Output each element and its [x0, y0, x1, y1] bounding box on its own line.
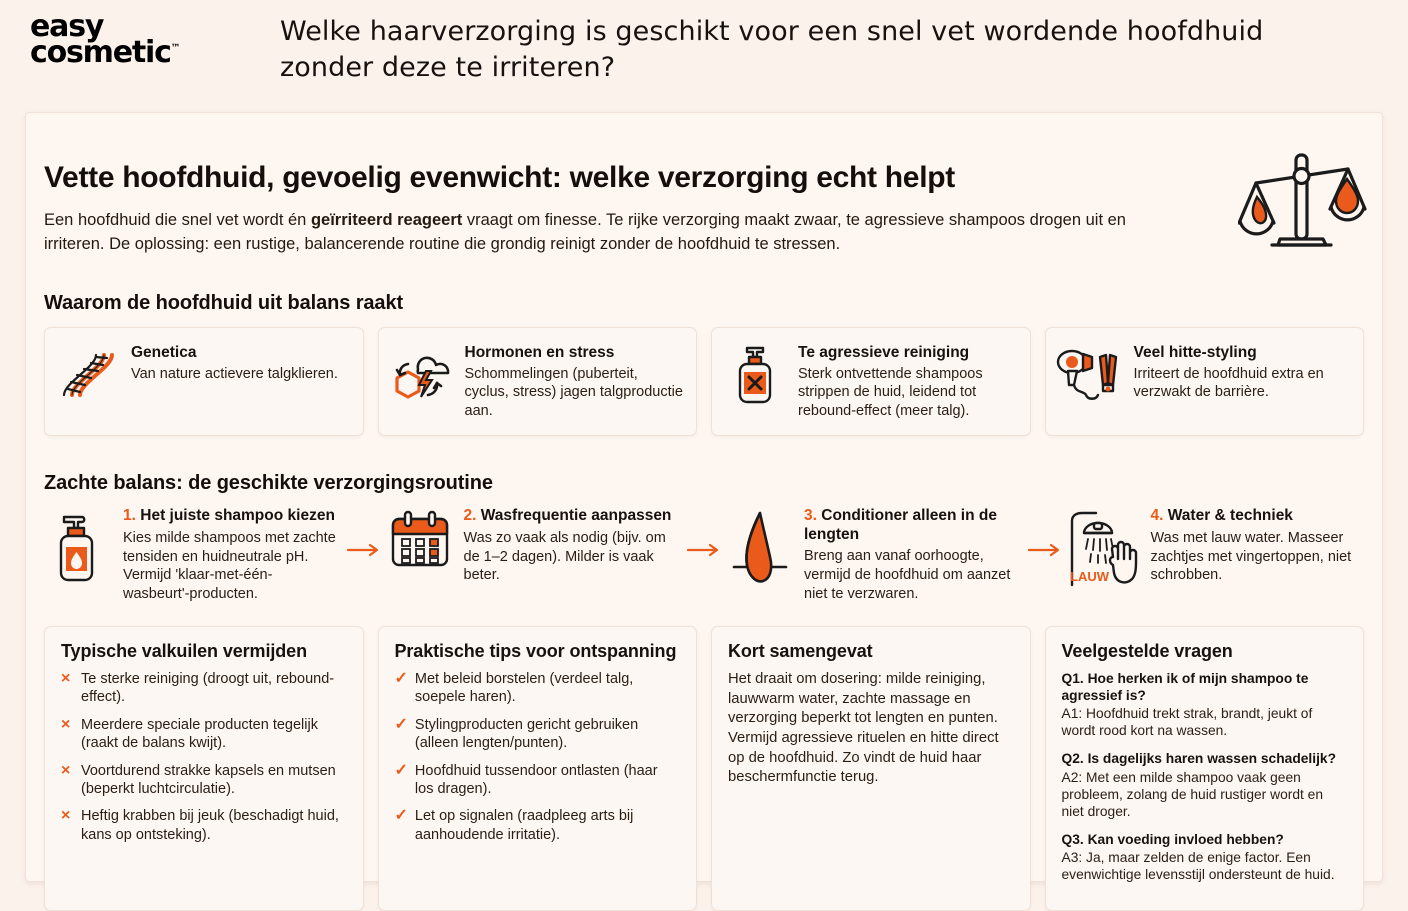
brand-line-1: easy	[30, 9, 104, 44]
list-item	[61, 762, 347, 799]
list-item	[395, 670, 681, 707]
list-item	[61, 716, 347, 753]
pump-bottle-icon	[44, 507, 114, 595]
routine-step-2	[385, 507, 684, 595]
list-item	[395, 807, 681, 844]
check-icon: ✓	[394, 761, 408, 779]
pitfalls-card	[44, 626, 364, 911]
routine-step-1	[44, 507, 343, 604]
dna-icon	[55, 342, 121, 408]
cause-text-block	[131, 342, 351, 383]
routine-step-text	[123, 507, 339, 604]
hero-intro-bold: geïrriteerd reageert	[310, 210, 463, 229]
cause-title: Veel hitte-styling	[1133, 343, 1257, 361]
routine-steps	[44, 507, 1364, 604]
hero-intro	[44, 208, 1164, 256]
routine-step-label: Conditioner alleen in de lengten	[804, 507, 997, 543]
cause-title: Genetica	[131, 343, 197, 361]
check-icon: ✓	[394, 715, 408, 733]
brand-wordmark	[30, 9, 181, 70]
routine-step-desc: Kies milde shampoos met zachte tensiden en huidneutrale pH. Vermijd 'klaar-met-één-wasbeurt'-producten.	[123, 529, 336, 603]
list-item-text: Meerdere speciale producten tegelijk (raakt de balans kwijt).	[81, 716, 318, 752]
routine-step-label: Het juiste shampoo kiezen	[140, 507, 335, 525]
faq-item	[1062, 831, 1348, 883]
calendar-icon	[385, 507, 455, 595]
routine-step-title	[804, 507, 1020, 544]
brand-line-2: cosmetic	[30, 34, 171, 70]
causes-card-grid	[44, 327, 1364, 436]
summary-card	[711, 626, 1031, 911]
routine-step-label: Wasfrequentie aanpassen	[480, 507, 672, 525]
list-item	[61, 670, 347, 707]
shampoo-bottle-x-icon	[722, 342, 788, 408]
faq-item	[1062, 750, 1348, 819]
faq-answer: A3: Ja, maar zelden de enige factor. Een evenwichtige levensstijl ondersteunt de huid.	[1061, 849, 1335, 882]
routine-step-desc: Was zo vaak als nodig (bijv. om de 1–2 dagen). Milder is vaak beter.	[463, 529, 666, 584]
routine-step-title	[123, 507, 339, 526]
cross-icon: ×	[61, 670, 71, 688]
routine-step-number: 2.	[463, 507, 477, 525]
check-icon: ✓	[394, 807, 408, 825]
routine-step-text	[464, 507, 680, 585]
causes-heading: Waarom de hoofdhuid uit balans raakt	[44, 291, 404, 314]
hero-title: Vette hoofdhuid, gevoelig evenwicht: welke verzorging echt helpt	[44, 161, 955, 194]
list-item-text: Hoofdhuid tussendoor ontlasten (haar los dragen).	[414, 762, 658, 798]
list-item-text: Te sterke reiniging (droogt uit, rebound-effect).	[81, 671, 335, 706]
arrow-right-icon	[683, 507, 725, 557]
pitfalls-title: Typische valkuilen vermijden	[61, 641, 307, 662]
list-item-text: Met beleid borstelen (verdeel talg, soepele haren).	[414, 671, 634, 706]
cause-card-hitte	[1045, 327, 1365, 436]
list-item	[395, 716, 681, 753]
content-sheet	[25, 112, 1383, 882]
pitfalls-list	[61, 670, 347, 844]
faq-question: Q2. Is dagelijks haren wassen schadelijk?	[1061, 751, 1337, 767]
routine-step-text	[804, 507, 1020, 604]
cause-text-block	[465, 342, 685, 421]
shower-hand-icon	[1066, 507, 1142, 595]
cause-desc: Schommelingen (puberteit, cyclus, stress) jagen talgproductie aan.	[464, 365, 683, 420]
list-item-text: Stylingproducten gericht gebruiken (alleen lengten/punten).	[414, 716, 639, 752]
cause-card-reiniging	[711, 327, 1031, 436]
routine-step-3	[725, 507, 1024, 604]
routine-step-desc: Breng aan vanaf oorhoogte, vermijd de hoofdhuid om aanzet niet te verzwaren.	[804, 548, 1011, 602]
cross-icon: ×	[61, 807, 71, 825]
faq-answer: A2: Met een milde shampoo vaak geen probleem, zolang de huid rustiger wordt en niet droger.	[1061, 769, 1324, 819]
cause-desc: Sterk ontvettende shampoos strippen de huid, leidend tot rebound-effect (meer talg).	[798, 365, 983, 420]
brand-logo	[0, 9, 280, 70]
hormone-cloud-icon	[389, 342, 455, 408]
hairdryer-straightener-icon	[1056, 342, 1124, 408]
trademark-symbol: ™	[170, 42, 181, 54]
cause-desc: Van nature actievere talgklieren.	[131, 365, 338, 382]
tips-card	[378, 626, 698, 911]
cause-desc: Irriteert de hoofdhuid extra en verzwakt de barrière.	[1133, 365, 1324, 401]
cross-icon: ×	[61, 715, 71, 733]
bottom-card-grid	[44, 626, 1364, 911]
hero-intro-after: vraagt om finesse. Te rijke verzorging maakt zwaar, te agressieve shampoos drogen uit en irriteren. De oplossing: een rustige, balancerende routine die grondig reinigt zonder de hoofdhuid te stressen.	[44, 210, 1126, 253]
hero-block	[44, 161, 1364, 256]
cause-text-block	[1134, 342, 1352, 402]
faq-card	[1045, 626, 1365, 911]
routine-heading: Zachte balans: de geschikte verzorgingsroutine	[44, 472, 493, 495]
routine-step-4	[1066, 507, 1365, 595]
balance-scale-icon	[1238, 145, 1368, 255]
routine-step-number: 1.	[123, 507, 136, 525]
list-item	[61, 807, 347, 844]
routine-step-title	[464, 507, 680, 526]
routine-step-text	[1151, 507, 1361, 585]
top-bar	[0, 0, 1408, 124]
page-title: Welke haarverzorging is geschikt voor een snel vet wordende hoofdhuid zonder deze te irriteren?	[280, 16, 1264, 83]
hero-intro-before: Een hoofdhuid die snel vet wordt én	[44, 210, 311, 229]
routine-step-number: 3.	[804, 507, 817, 525]
cause-card-genetica	[44, 327, 364, 436]
arrow-right-icon	[343, 507, 385, 557]
shower-lauw-label: LAUW	[1069, 569, 1109, 585]
faq-title: Veelgestelde vragen	[1061, 641, 1233, 662]
routine-step-number: 4.	[1150, 507, 1164, 525]
cause-card-hormonen	[378, 327, 698, 436]
hair-follicle-icon	[725, 507, 795, 595]
list-item	[395, 762, 681, 799]
cause-title: Te agressieve reiniging	[798, 343, 970, 361]
faq-question: Q3. Kan voeding invloed hebben?	[1061, 831, 1284, 847]
list-item-text: Let op signalen (raadpleeg arts bij aanhoudende irritatie).	[414, 808, 634, 843]
faq-question: Q1. Hoe herken ik of mijn shampoo te agressief is?	[1061, 671, 1309, 704]
arrow-right-icon	[1024, 507, 1066, 557]
list-item-text: Voortdurend strakke kapsels en mutsen (beperkt luchtcirculatie).	[81, 762, 336, 798]
tips-title: Praktische tips voor ontspanning	[394, 641, 677, 662]
cause-title: Hormonen en stress	[464, 343, 615, 361]
routine-step-label: Water & techniek	[1167, 507, 1293, 525]
check-icon: ✓	[394, 670, 408, 688]
list-item-text: Heftig krabben bij jeuk (beschadigt huid, kans op ontsteking).	[81, 808, 339, 843]
cause-text-block	[798, 342, 1018, 421]
routine-step-title	[1151, 507, 1361, 526]
faq-item	[1062, 670, 1348, 739]
tips-list	[395, 670, 681, 844]
summary-title: Kort samengevat	[728, 641, 873, 662]
faq-answer: A1: Hoofdhuid trekt strak, brandt, jeukt of wordt rood kort na wassen.	[1061, 706, 1313, 739]
routine-step-desc: Was met lauw water. Masseer zachtjes met vingertoppen, niet schrobben.	[1150, 529, 1352, 584]
summary-text: Het draait om dosering: milde reiniging, lauwwarm water, zachte massage en verzorging beperkt tot lengten en punten. Vermijd agressieve rituelen en hitte direct op de hoofdhuid. Zo vindt de huid haar beschermfunctie terug.	[728, 671, 999, 786]
cross-icon: ×	[61, 761, 71, 779]
